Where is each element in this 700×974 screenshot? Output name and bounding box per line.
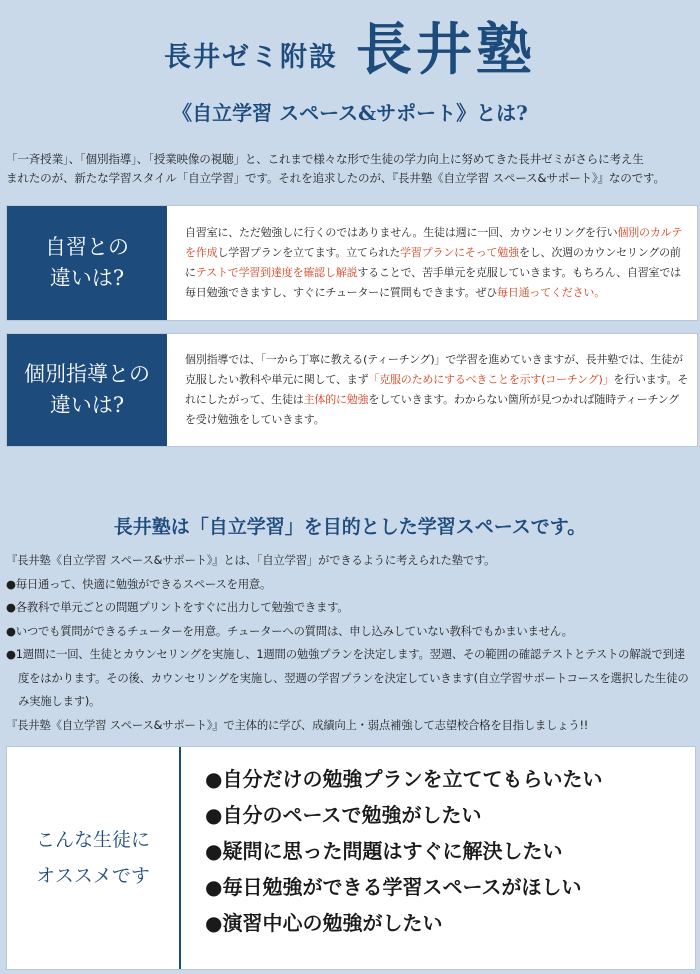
list-item: ●演習中心の勉強がしたい [205,911,443,935]
title-prefix: 長井ゼミ附設 [164,42,338,73]
highlight: 学習プランにそって勉強 [400,246,519,259]
highlight: 個別のカルテを作成 [185,226,683,259]
highlight: 「克服のためにするべきことを示す(コーチング)」 [368,373,614,386]
section-heading: 長井塾は「自立学習」を目的とした学習スペースです。 [113,516,587,538]
intro-line: まれたのが、新たな学習スタイル「自立学習」です。それを追求したのが、『長井塾《自立学習 スペース&サポート》』なのです。 [6,171,665,185]
card-text: 個別指導では、「一から丁寧に教える(ティーチング)」で学習を進めていきますが、長井塾では、生徒が克服したい教科や単元に関して、まず「克服のためにするべきことを示す(コーチング)」を行います。それにしたがって、生徒は主体的に勉強をしていきます。わからない箇所が見つかれば随時ティーチングを受け勉強をしていきます。 [185,353,689,426]
list-item: ●各教科で単元ごとの問題プリントをすぐに出力して勉強できます。 [6,600,349,614]
highlight: テストで学習到達度を確認し解説 [195,266,358,279]
card-heading: 個別指導との 違いは? [7,334,167,446]
comparison-card-self-study [6,205,698,321]
card-heading: 自習との 違いは? [7,206,167,320]
highlight: 主体的に勉強 [303,393,369,406]
highlight: 毎日通ってください。 [497,286,605,299]
recommend-box [6,746,696,970]
feature-list [6,549,696,737]
list-item: ●自分だけの勉強プランを立ててもらいたい [205,767,603,791]
intro-paragraph [6,150,694,188]
comparison-card-individual [6,333,698,447]
list-item: ●1週間に一回、生徒とカウンセリングを実施し、1週間の勉強プランを決定します。翌週、その範囲の確認テストとテストの解説で到達度をはかります。その後、カウンセリングを実施し、翌週の学習プランを決定していきます(自立学習サポートコースを選択した生徒のみ実施します)。 [6,647,689,708]
card-text: 自習室に、ただ勉強しに行くのではありません。生徒は週に一回、カウンセリングを行い個別のカルテを作成し学習プランを立てます。立てられた学習プランにそって勉強をし、次週のカウンセリングの前にテストで学習到達度を確認し解説することで、苦手単元を克服していきます。もちろん、自習室では毎日勉強できますし、すぐにチューターに質問もできます。ぜひ毎日通ってください。 [185,226,683,299]
closing-line: 『長井塾《自立学習 スペース&サポート》』で主体的に学び、成績向上・弱点補強して志望校合格を目指しましょう!! [6,717,589,732]
title-main: 長井塾 [356,17,536,83]
list-item: ●毎日通って、快適に勉強ができるスペースを用意。 [6,576,272,591]
list-item: 『長井塾《自立学習 スペース&サポート》』とは、「自立学習」ができるように考えられた塾です。 [6,553,496,567]
list-item: ●いつでも質問ができるチューターを用意。チューターへの質問は、申し込みしていない教科でもかまいません。 [6,623,573,638]
recommend-heading: こんな生徒に オススメです [7,747,181,969]
page-title [0,8,700,86]
intro-line: 「一斉授業」、「個別指導」、「授業映像の視聴」と、これまで様々な形で生徒の学力向上に努めてきた長井ゼミがさらに考え生 [6,152,644,166]
list-item: ●毎日勉強ができる学習スペースがほしい [205,875,582,899]
subtitle: 《自立学習 スペース&サポート》とは? [172,101,528,125]
recommend-list [181,747,695,969]
list-item: ●疑問に思った問題はすぐに解決したい [205,839,563,863]
list-item: ●自分のペースで勉強がしたい [205,803,482,827]
